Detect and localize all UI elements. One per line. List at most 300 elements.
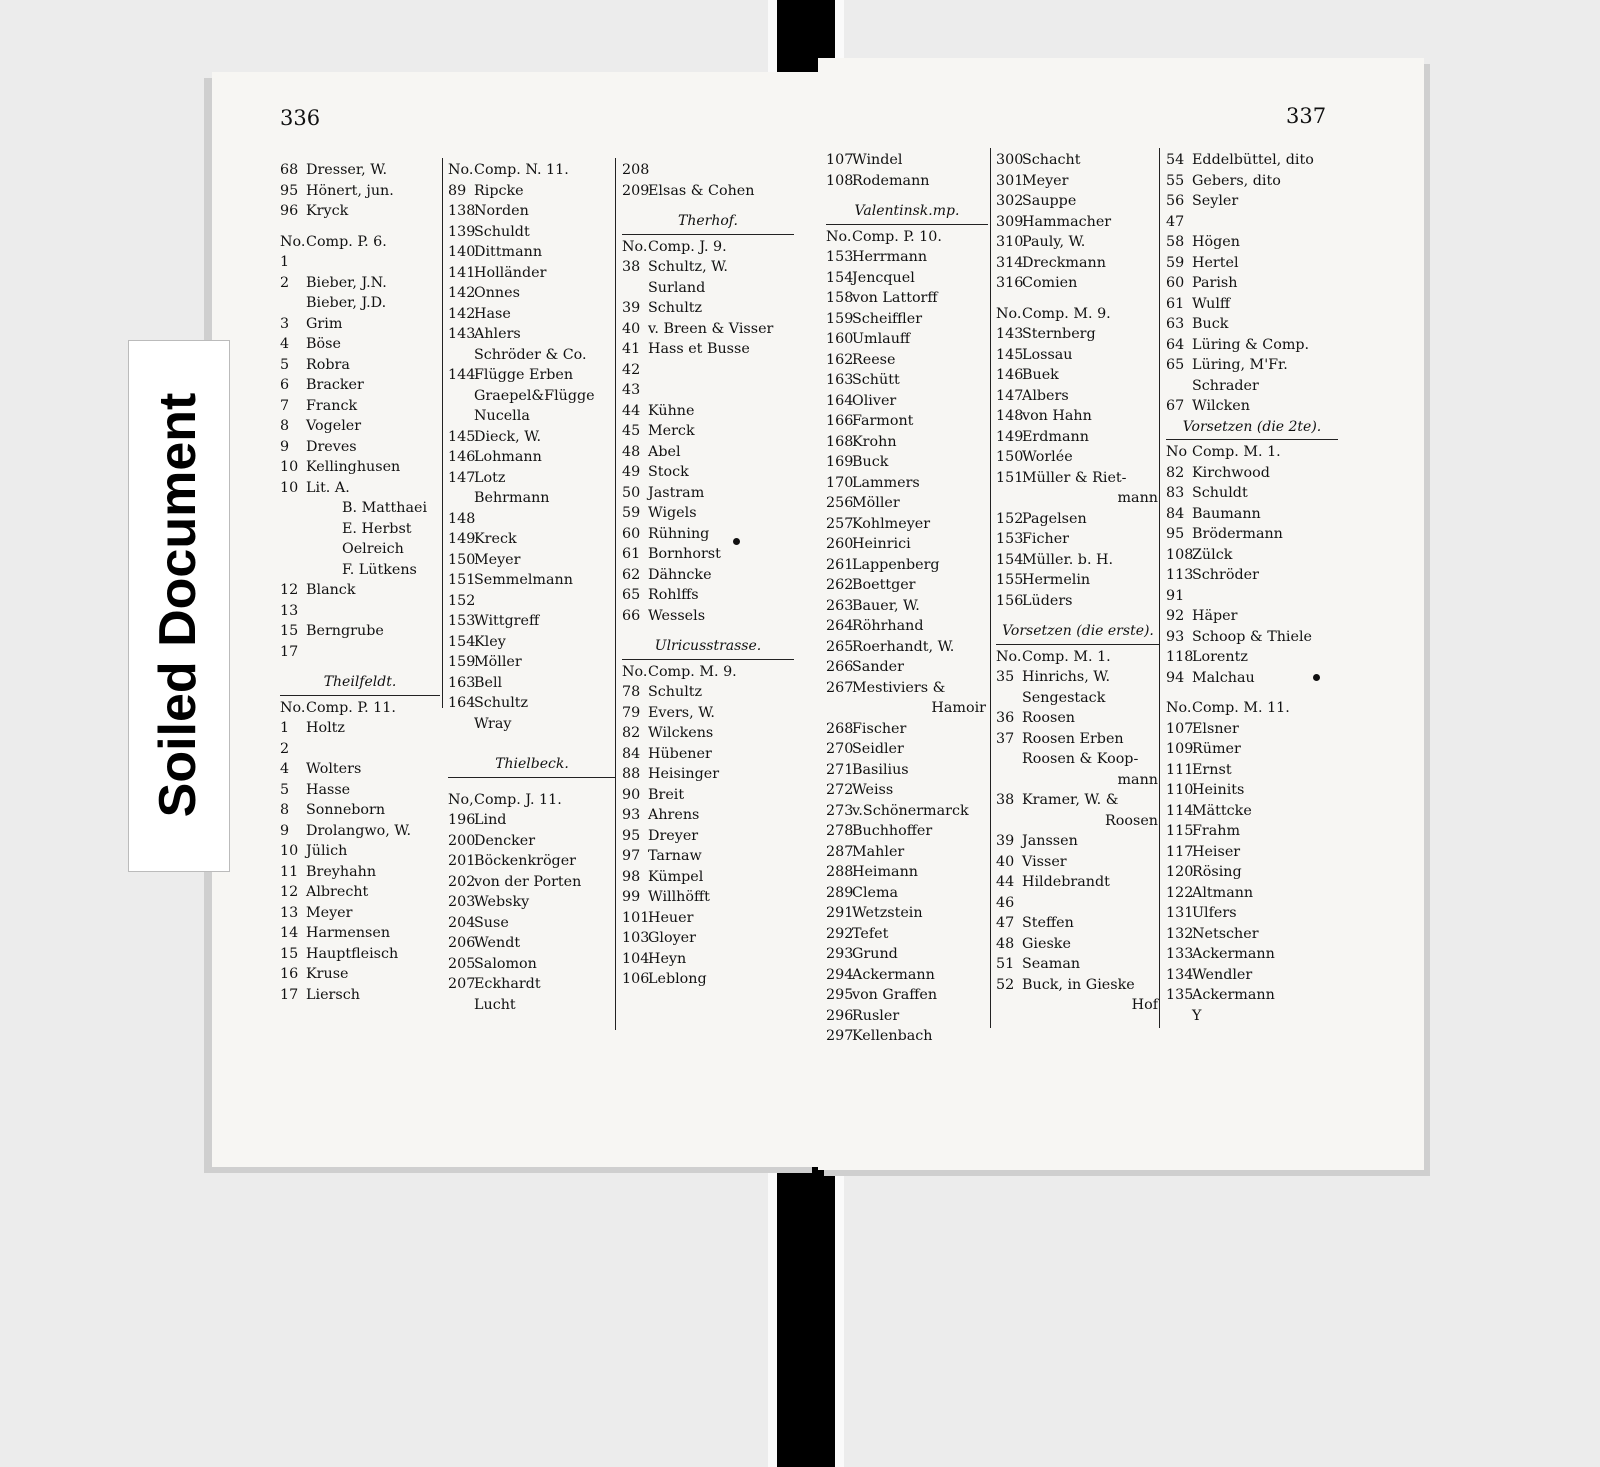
house-number: 8 bbox=[280, 802, 290, 818]
directory-entry bbox=[1166, 606, 1338, 627]
resident-name: Worlée bbox=[1022, 449, 1073, 465]
resident-name: Grim bbox=[306, 315, 343, 332]
house-number: 46 bbox=[996, 894, 1015, 911]
directory-entry bbox=[1166, 842, 1338, 863]
house-number: 260 bbox=[826, 536, 854, 552]
directory-entry bbox=[1166, 483, 1338, 504]
spacer bbox=[622, 626, 794, 636]
house-number: 40 bbox=[996, 853, 1015, 870]
house-number: 10 bbox=[280, 843, 299, 859]
house-number: 138 bbox=[448, 203, 476, 219]
directory-entry bbox=[280, 416, 440, 437]
directory-entry bbox=[448, 933, 616, 954]
house-number: 114 bbox=[1166, 802, 1194, 819]
directory-entry bbox=[996, 150, 1160, 171]
resident-name: mann bbox=[1117, 771, 1158, 788]
house-number: 300 bbox=[996, 152, 1024, 168]
house-number: No. bbox=[622, 663, 648, 680]
house-number: 149 bbox=[996, 428, 1024, 445]
directory-entry bbox=[280, 621, 440, 642]
house-number: 147 bbox=[448, 469, 476, 486]
house-number: No bbox=[1166, 444, 1188, 460]
resident-name: mann bbox=[1117, 490, 1158, 506]
directory-entry bbox=[826, 1026, 988, 1047]
house-number: 16 bbox=[280, 966, 299, 982]
resident-name: Hübener bbox=[648, 745, 712, 762]
house-number: 82 bbox=[622, 725, 641, 741]
resident-name: Schrader bbox=[1192, 377, 1259, 394]
house-number: 203 bbox=[448, 894, 476, 910]
house-number: 40 bbox=[622, 320, 641, 337]
directory-entry bbox=[448, 345, 616, 366]
directory-entry bbox=[622, 703, 794, 724]
directory-entry bbox=[1166, 1006, 1338, 1027]
directory-entry bbox=[622, 544, 794, 565]
resident-name: Roosen bbox=[1105, 812, 1158, 829]
directory-entry bbox=[622, 606, 794, 627]
resident-name: Heinits bbox=[1192, 782, 1245, 798]
section-heading: Vorsetzen (die erste). bbox=[1002, 623, 1154, 639]
house-number: 42 bbox=[622, 361, 641, 378]
resident-name: Dresser, W. bbox=[306, 162, 387, 178]
resident-name: Lossau bbox=[1022, 346, 1073, 363]
house-number: 91 bbox=[1166, 587, 1185, 604]
directory-entry bbox=[280, 519, 440, 540]
resident-name: Eckhardt bbox=[474, 976, 541, 992]
directory-entry bbox=[826, 924, 988, 945]
house-number: 96 bbox=[280, 203, 299, 219]
house-number: 3 bbox=[280, 315, 290, 332]
resident-name: Albers bbox=[1022, 387, 1069, 404]
directory-entry bbox=[622, 662, 794, 683]
house-number: 314 bbox=[996, 254, 1024, 271]
house-number: 273 bbox=[826, 802, 854, 819]
directory-entry bbox=[826, 514, 988, 535]
directory-entry bbox=[280, 396, 440, 417]
directory-entry bbox=[622, 257, 794, 278]
resident-name: Dieck, W. bbox=[474, 428, 541, 445]
house-number: 43 bbox=[622, 382, 641, 398]
resident-name: Mestiviers & bbox=[852, 679, 946, 696]
directory-entry bbox=[826, 411, 988, 432]
directory-entry bbox=[996, 212, 1160, 233]
resident-name: Nucella bbox=[474, 408, 530, 424]
resident-name: Dreves bbox=[306, 438, 357, 455]
spacer bbox=[448, 780, 616, 790]
directory-entry bbox=[826, 534, 988, 555]
house-number: 316 bbox=[996, 275, 1024, 291]
house-number: 163 bbox=[826, 372, 854, 388]
section-heading: Vorsetzen (die 2te). bbox=[1182, 418, 1322, 435]
house-number: 15 bbox=[280, 623, 299, 639]
column-rule bbox=[990, 148, 991, 1028]
resident-name: Rusler bbox=[852, 1007, 900, 1024]
house-number: 164 bbox=[826, 392, 854, 409]
directory-entry bbox=[1166, 191, 1338, 212]
house-number: 97 bbox=[622, 848, 641, 864]
directory-entry bbox=[280, 739, 440, 760]
resident-name: Schütt bbox=[852, 372, 900, 388]
resident-name: von der Porten bbox=[474, 873, 582, 890]
directory-entry bbox=[1166, 150, 1338, 171]
resident-name: von Hahn bbox=[1022, 408, 1092, 424]
house-number: 84 bbox=[622, 745, 641, 762]
resident-name: Umlauff bbox=[852, 331, 911, 347]
house-number: 272 bbox=[826, 782, 854, 798]
directory-entry bbox=[826, 575, 988, 596]
house-number: 257 bbox=[826, 515, 854, 532]
resident-name: Semmelmann bbox=[474, 572, 573, 588]
directory-entry bbox=[622, 503, 794, 524]
directory-entry bbox=[826, 678, 988, 699]
directory-entry bbox=[622, 826, 794, 847]
house-number: 162 bbox=[826, 351, 854, 368]
directory-entry bbox=[448, 181, 616, 202]
directory-entry bbox=[448, 365, 616, 386]
resident-name: v.Schönermarck bbox=[852, 802, 969, 819]
house-number: 98 bbox=[622, 868, 641, 885]
directory-entry bbox=[1166, 314, 1338, 335]
house-number: 153 bbox=[996, 531, 1024, 547]
directory-entry bbox=[1166, 212, 1338, 233]
house-number: 58 bbox=[1166, 234, 1185, 250]
directory-entry bbox=[622, 160, 794, 181]
resident-name: Comp. M. 11. bbox=[1192, 700, 1290, 716]
house-number: 93 bbox=[622, 807, 641, 823]
house-number: 82 bbox=[1166, 464, 1185, 481]
resident-name: Jencquel bbox=[852, 269, 915, 286]
resident-name: Schultz bbox=[648, 684, 703, 700]
directory-entry bbox=[826, 247, 988, 268]
directory-entry bbox=[448, 872, 616, 893]
right-page bbox=[818, 58, 1424, 1170]
directory-entry bbox=[996, 954, 1160, 975]
house-number: 61 bbox=[622, 546, 641, 562]
directory-entry bbox=[826, 985, 988, 1006]
resident-name: Bauer, W. bbox=[852, 597, 920, 614]
resident-name: Leblong bbox=[648, 971, 707, 987]
directory-entry bbox=[1166, 965, 1338, 986]
house-number: 132 bbox=[1166, 925, 1194, 942]
house-number: 35 bbox=[996, 669, 1015, 685]
directory-entry bbox=[826, 1006, 988, 1027]
resident-name: Clema bbox=[852, 884, 899, 901]
house-number: 92 bbox=[1166, 608, 1185, 624]
house-number: 39 bbox=[996, 833, 1015, 849]
resident-name: Tefet bbox=[852, 925, 889, 942]
directory-entry bbox=[1166, 524, 1338, 545]
house-number: No. bbox=[622, 238, 648, 255]
house-number: 170 bbox=[826, 474, 854, 491]
house-number: 95 bbox=[622, 827, 641, 844]
directory-entry bbox=[996, 365, 1160, 386]
directory-entry bbox=[1166, 294, 1338, 315]
directory-entry bbox=[448, 810, 616, 831]
resident-name: Krohn bbox=[852, 433, 897, 450]
resident-name: Ripcke bbox=[474, 182, 524, 199]
section-rule bbox=[448, 777, 616, 778]
house-number: No. bbox=[280, 699, 306, 716]
directory-entry bbox=[996, 550, 1160, 571]
directory-entry bbox=[448, 570, 616, 591]
resident-name: Ficher bbox=[1022, 531, 1070, 547]
directory-entry bbox=[448, 851, 616, 872]
directory-entry bbox=[448, 468, 616, 489]
resident-name: Stock bbox=[648, 464, 689, 480]
resident-name: Buek bbox=[1022, 367, 1059, 383]
directory-entry bbox=[622, 483, 794, 504]
house-number: 48 bbox=[622, 443, 641, 460]
directory-entry bbox=[996, 171, 1160, 192]
resident-name: Ulfers bbox=[1192, 905, 1237, 921]
house-number: 120 bbox=[1166, 864, 1194, 880]
resident-name: Kellinghusen bbox=[306, 459, 401, 475]
directory-entry bbox=[622, 380, 794, 401]
directory-entry bbox=[280, 273, 440, 294]
directory-entry bbox=[1166, 253, 1338, 274]
house-number: 196 bbox=[448, 812, 476, 828]
resident-name: Hammacher bbox=[1022, 213, 1112, 230]
resident-name: Rodemann bbox=[852, 172, 930, 189]
resident-name: von Lattorff bbox=[852, 290, 938, 306]
directory-entry bbox=[280, 985, 440, 1006]
house-number: No. bbox=[1166, 700, 1192, 716]
directory-entry bbox=[996, 191, 1160, 212]
resident-name: Müller & Riet- bbox=[1022, 469, 1127, 486]
directory-entry bbox=[280, 375, 440, 396]
directory-entry bbox=[996, 975, 1160, 996]
directory-entry bbox=[1166, 698, 1338, 719]
directory-entry bbox=[826, 801, 988, 822]
resident-name: Bracker bbox=[306, 377, 364, 393]
directory-entry bbox=[1166, 504, 1338, 525]
house-number: 4 bbox=[280, 761, 290, 777]
directory-entry bbox=[280, 780, 440, 801]
directory-entry bbox=[622, 928, 794, 949]
directory-entry bbox=[996, 831, 1160, 852]
directory-entry bbox=[622, 360, 794, 381]
spacer bbox=[280, 222, 440, 232]
resident-name: Wulff bbox=[1192, 295, 1231, 312]
directory-entry bbox=[448, 427, 616, 448]
resident-name: Gloyer bbox=[648, 930, 696, 946]
directory-entry bbox=[280, 478, 440, 499]
house-number: 206 bbox=[448, 935, 476, 951]
resident-name: Schröder bbox=[1192, 567, 1259, 583]
resident-name: Sternberg bbox=[1022, 326, 1096, 342]
directory-entry bbox=[280, 800, 440, 821]
ink-spot bbox=[733, 538, 740, 545]
resident-name: Wessels bbox=[648, 607, 706, 624]
directory-entry bbox=[280, 698, 440, 719]
directory-entry bbox=[996, 570, 1160, 591]
resident-name: Dreckmann bbox=[1022, 254, 1106, 271]
resident-name: Schacht bbox=[1022, 152, 1081, 168]
directory-entry bbox=[448, 913, 616, 934]
resident-name: von Graffen bbox=[852, 987, 938, 1003]
house-number: 159 bbox=[448, 654, 476, 670]
directory-entry bbox=[280, 539, 440, 560]
directory-entry bbox=[996, 509, 1160, 530]
resident-name: Schuldt bbox=[1192, 485, 1248, 501]
house-number: 110 bbox=[1166, 782, 1194, 798]
house-number: 13 bbox=[280, 904, 299, 921]
resident-name: Bieber, J.N. bbox=[306, 274, 387, 291]
resident-name: Böse bbox=[306, 336, 341, 352]
directory-entry bbox=[826, 370, 988, 391]
resident-name: Pagelsen bbox=[1022, 510, 1087, 527]
resident-name: Müller. b. H. bbox=[1022, 551, 1114, 568]
house-number: 12 bbox=[280, 582, 299, 598]
directory-entry bbox=[1166, 903, 1338, 924]
directory-entry bbox=[996, 591, 1160, 612]
right-column-3 bbox=[1166, 150, 1338, 1026]
resident-name: Jastram bbox=[648, 484, 705, 501]
house-number: 54 bbox=[1166, 152, 1185, 168]
directory-entry bbox=[280, 437, 440, 458]
directory-entry bbox=[622, 585, 794, 606]
resident-name: Abel bbox=[648, 443, 681, 460]
directory-entry bbox=[622, 682, 794, 703]
house-number: 62 bbox=[622, 566, 641, 583]
house-number: 204 bbox=[448, 914, 476, 931]
resident-name: Kryck bbox=[306, 203, 349, 219]
resident-name: Scheiffler bbox=[852, 310, 923, 327]
house-number: 115 bbox=[1166, 823, 1194, 839]
directory-entry bbox=[448, 693, 616, 714]
resident-name: Rühning bbox=[648, 525, 710, 542]
resident-name: Holländer bbox=[474, 264, 547, 281]
resident-name: F. Lütkens bbox=[342, 561, 417, 578]
resident-name: Sengestack bbox=[1022, 689, 1106, 706]
resident-name: Wilckens bbox=[648, 725, 714, 741]
directory-entry bbox=[1166, 565, 1338, 586]
directory-entry bbox=[996, 386, 1160, 407]
directory-entry bbox=[826, 739, 988, 760]
house-number: 79 bbox=[622, 704, 641, 721]
directory-entry bbox=[280, 944, 440, 965]
resident-name: Graepel&Flügge bbox=[474, 387, 595, 404]
house-number: 90 bbox=[622, 786, 641, 803]
resident-name: B. Matthaei bbox=[342, 500, 428, 516]
resident-name: Harmensen bbox=[306, 925, 391, 941]
resident-name: Lüring, M'Fr. bbox=[1192, 357, 1288, 373]
resident-name: Bell bbox=[474, 674, 503, 691]
directory-entry bbox=[996, 790, 1160, 811]
directory-entry bbox=[996, 749, 1160, 770]
directory-entry bbox=[1166, 647, 1338, 668]
directory-entry bbox=[448, 160, 616, 181]
house-number: 265 bbox=[826, 638, 854, 655]
house-number: 107 bbox=[826, 152, 854, 168]
directory-entry bbox=[622, 805, 794, 826]
house-number: 160 bbox=[826, 331, 854, 347]
resident-name: Sauppe bbox=[1022, 193, 1077, 209]
house-number: 41 bbox=[622, 341, 641, 357]
directory-entry bbox=[448, 831, 616, 852]
section-rule bbox=[280, 695, 440, 696]
spacer bbox=[996, 611, 1160, 621]
resident-name: Wilcken bbox=[1192, 398, 1250, 414]
directory-entry bbox=[1166, 924, 1338, 945]
resident-name: Hönert, jun. bbox=[306, 182, 394, 199]
directory-entry bbox=[280, 964, 440, 985]
house-number: 131 bbox=[1166, 905, 1194, 921]
section-heading: Theilfeldt. bbox=[323, 674, 397, 690]
directory-entry bbox=[622, 181, 794, 202]
directory-entry bbox=[1166, 335, 1338, 356]
resident-name: Roosen bbox=[1022, 710, 1075, 726]
resident-name: Comp. M. 1. bbox=[1192, 444, 1281, 460]
resident-name: Frahm bbox=[1192, 823, 1241, 839]
house-number: 147 bbox=[996, 387, 1024, 404]
resident-name: Meyer bbox=[474, 551, 521, 568]
house-number: 107 bbox=[1166, 720, 1194, 737]
resident-name: Comp. M. 1. bbox=[1022, 648, 1111, 665]
house-number: 59 bbox=[1166, 254, 1185, 271]
right-column-1 bbox=[826, 150, 988, 1047]
house-number: 270 bbox=[826, 741, 854, 757]
house-number: 95 bbox=[1166, 526, 1185, 542]
directory-entry bbox=[622, 949, 794, 970]
resident-name: Schultz, W. bbox=[648, 259, 728, 275]
resident-name: Mahler bbox=[852, 843, 905, 860]
directory-entry bbox=[826, 698, 988, 719]
house-number: 150 bbox=[996, 449, 1024, 465]
directory-entry bbox=[280, 862, 440, 883]
house-number: 140 bbox=[448, 244, 476, 260]
directory-entry bbox=[1166, 780, 1338, 801]
directory-entry bbox=[1166, 545, 1338, 566]
ink-spot bbox=[1313, 674, 1320, 681]
house-number: 36 bbox=[996, 710, 1015, 726]
house-number: 122 bbox=[1166, 884, 1194, 901]
resident-name: Lorentz bbox=[1192, 649, 1248, 665]
section-rule bbox=[622, 234, 794, 235]
directory-entry bbox=[448, 242, 616, 263]
directory-entry bbox=[826, 288, 988, 309]
resident-name: Netscher bbox=[1192, 925, 1259, 942]
house-number: 134 bbox=[1166, 966, 1194, 983]
house-number: 164 bbox=[448, 695, 476, 711]
directory-entry bbox=[280, 642, 440, 663]
house-number: 261 bbox=[826, 556, 854, 573]
resident-name: Dähncke bbox=[648, 566, 712, 583]
left-column-3 bbox=[622, 160, 794, 990]
resident-name: Behrmann bbox=[474, 490, 550, 506]
house-number: 287 bbox=[826, 843, 854, 860]
resident-name: Schultz bbox=[648, 300, 703, 316]
directory-entry bbox=[996, 729, 1160, 750]
directory-entry bbox=[280, 923, 440, 944]
resident-name: Willhöfft bbox=[648, 889, 710, 905]
house-number: 104 bbox=[622, 950, 650, 967]
resident-name: Tarnaw bbox=[648, 848, 702, 864]
resident-name: Kirchwood bbox=[1192, 464, 1270, 481]
resident-name: Dreyer bbox=[648, 827, 699, 844]
resident-name: Salomon bbox=[474, 955, 537, 972]
directory-entry bbox=[1166, 862, 1338, 883]
resident-name: Hasse bbox=[306, 781, 351, 798]
house-number: 271 bbox=[826, 761, 854, 778]
house-number: 207 bbox=[448, 976, 476, 992]
house-number: 149 bbox=[448, 531, 476, 547]
house-number: 9 bbox=[280, 822, 290, 839]
house-number: 163 bbox=[448, 674, 476, 691]
directory-entry bbox=[1166, 627, 1338, 648]
resident-name: Wittgreff bbox=[474, 613, 540, 629]
directory-entry bbox=[826, 493, 988, 514]
